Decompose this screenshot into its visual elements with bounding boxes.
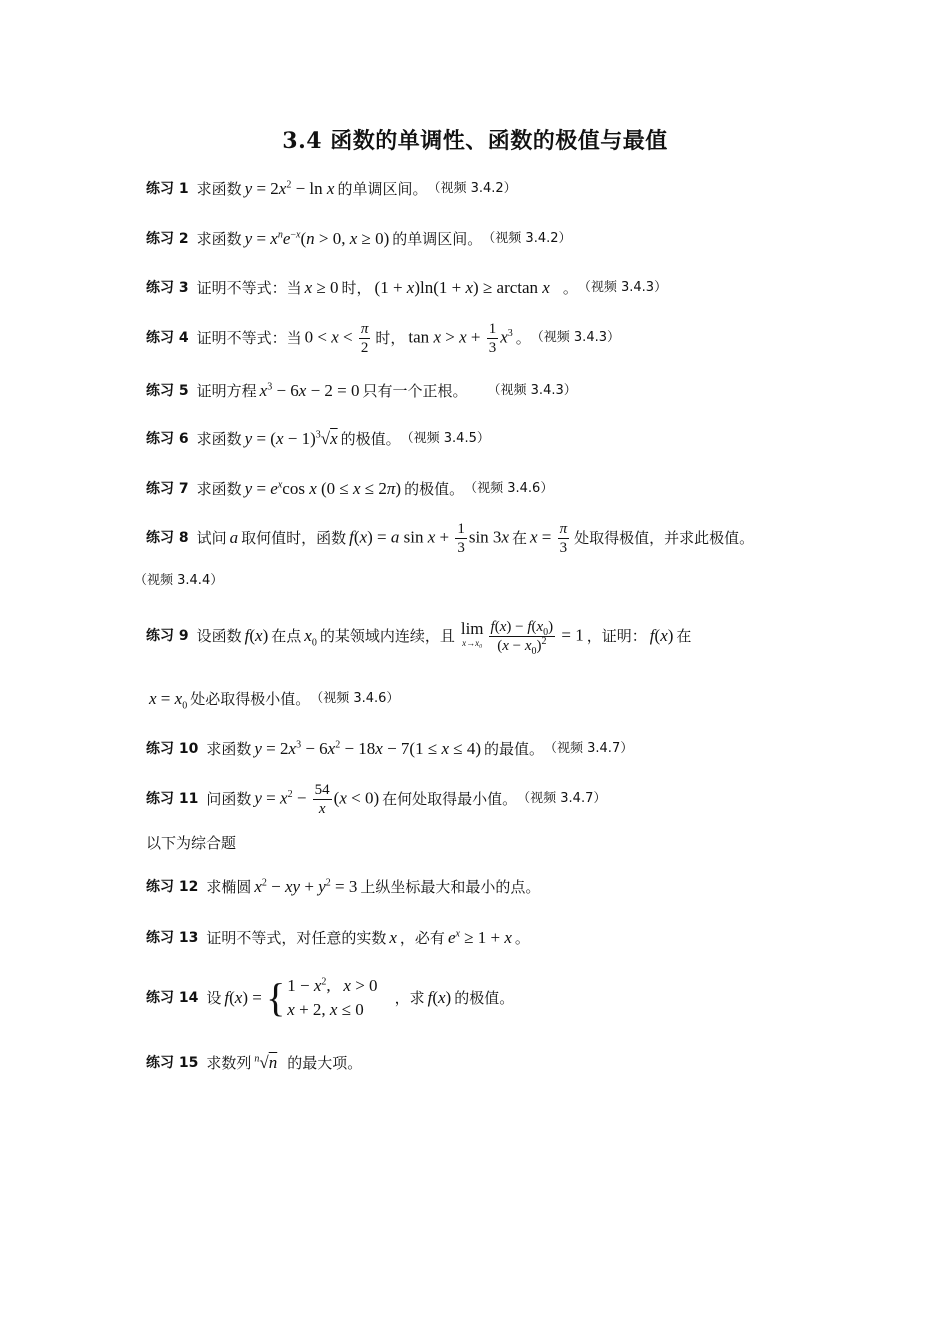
exercise-text: 时， [341,279,372,297]
exercise-text: 证明方程 [196,382,257,400]
exercise-text: 的极值。 [340,430,401,448]
formula: x [389,928,397,947]
exercise-text: 处取得极值，并求此极值。 [574,529,755,547]
exercise-label: 练习 15 [146,1055,199,1071]
exercise-text: 。 [514,929,530,947]
exercise-text: 证明不等式：当 [196,279,302,297]
exercise-label: 练习 2 [146,231,189,247]
exercise-1 [146,176,850,202]
formula: $y = 2x^3 - 6x^2 - 18x - 7(1 \le x \le 4)$ [254,739,481,758]
exercise-text: 在何处取得最小值。 [382,790,518,808]
formula: $^n$√n [254,1053,278,1072]
section-heading [146,830,850,856]
formula: f ( x ) = { $1 - x^2$, x > 0 x + 2, x ≤ 0 [224,975,378,1020]
formula: 0 < x < $\frac{\pi}{2}$ [304,320,369,356]
exercise-5 [146,378,850,404]
exercise-13 [146,925,850,951]
exercise-text: 在 [511,529,527,547]
exercise-text: ，必有 [399,929,445,947]
formula: x ≥ 0 [304,278,339,297]
formula: $y = x^2$ − $\frac{54}{x}$ (x < 0) [254,781,380,817]
exercise-label: 练习 7 [146,481,189,497]
exercise-text: 在点 [271,627,302,645]
exercise-label: 练习 12 [146,879,199,895]
exercise-text: 设 [206,989,222,1007]
exercise-10 [146,736,850,762]
exercise-text: 试问 [196,529,227,547]
formula: $e^x \ge 1 + x$ [447,928,512,947]
exercise-14 [146,972,850,1024]
exercise-text: 证明不等式，对任意的实数 [206,929,387,947]
exercise-9 [146,612,850,660]
formula: f(x) = a sin x + $\frac{1}{3}$ sin 3x [349,520,509,556]
exercise-9-continued [146,686,850,712]
video-reference: （视频 3.4.6） [310,691,400,706]
video-reference: （视频 3.4.3） [577,280,668,295]
formula: x = $\frac{\pi}{3}$ [530,520,568,556]
exercise-7 [146,476,850,502]
exercise-label: 练习 8 [146,530,189,546]
section-text: 以下为综合题 [146,834,237,852]
formula: lim x→x₀ $\frac{f(x) - f(x_0)}{(x - x_0)^2}$ = 1 [460,618,584,657]
exercise-text: 求函数 [196,180,242,198]
exercise-text: 时， [375,329,406,347]
exercise-text: 的最大项。 [287,1054,363,1072]
exercise-text: 的单调区间。 [392,230,483,248]
exercise-text: 。 [562,279,578,297]
exercise-text: 问函数 [206,790,252,808]
exercise-12 [146,874,850,900]
exercise-label: 练习 14 [146,990,199,1006]
exercise-label: 练习 3 [146,280,189,296]
exercise-text: 设函数 [196,627,242,645]
exercise-label: 练习 11 [146,791,199,807]
exercise-2 [146,226,850,252]
video-reference: （视频 3.4.2） [482,231,572,246]
exercise-label: 练习 9 [146,628,189,644]
formula: $y = (x - 1)^3√x$ [244,429,338,448]
video-reference: （视频 3.4.6） [464,481,554,496]
exercise-label: 练习 1 [146,181,189,197]
formula: $x^2$ − xy + $y^2 = 3$ [254,877,358,896]
exercise-text: 的最值。 [483,740,544,758]
exercise-text: 的单调区间。 [337,180,428,198]
formula: $y = x^ne^{-x}(n > 0$, x ≥ 0) [244,229,390,248]
exercise-text: 处必取得极小值。 [190,690,311,708]
formula: $y = 2x^2 - \ln x$ [244,179,335,198]
exercise-text: 求函数 [206,740,252,758]
exercise-text: 求函数 [196,430,242,448]
exercise-8-continued [134,568,850,594]
exercise-text: 的极值。 [454,989,515,1007]
exercise-text: ，证明： [586,627,647,645]
video-reference: （视频 3.4.2） [427,181,517,196]
formula: tan x > x + $\frac{1}{3}$ $x^3$ [408,320,513,356]
formula: f(x) [649,626,674,645]
formula: a [229,528,239,547]
exercise-11 [146,778,850,820]
exercise-text: 求函数 [196,230,242,248]
exercise-6 [146,426,850,452]
exercise-text: 求数列 [206,1054,252,1072]
exercise-text: 证明不等式：当 [196,329,302,347]
formula: $y = e^x\cos$ x (0 ≤ x ≤ 2π) [244,479,402,498]
exercise-text: 的极值。 [404,480,465,498]
exercise-text: 只有一个正根。 [362,382,468,400]
exercise-8 [146,518,850,558]
exercise-label: 练习 10 [146,741,199,757]
video-reference: （视频 3.4.5） [400,431,490,446]
exercise-4 [146,318,850,358]
video-reference: （视频 3.4.3） [530,330,620,345]
exercise-text: 在 [676,627,692,645]
video-reference: （视频 3.4.4） [134,573,224,588]
video-reference: （视频 3.4.7） [544,741,634,756]
exercise-text: 求椭圆 [206,878,252,896]
video-reference: （视频 3.4.7） [517,791,607,806]
exercise-text: 求函数 [196,480,242,498]
page-title: 3.4 函数的单调性、函数的极值与最值 [282,128,668,154]
exercise-label: 练习 6 [146,431,189,447]
exercise-text: 取何值时，函数 [241,529,347,547]
exercise-text: 。 [515,329,531,347]
exercise-15 [146,1050,850,1076]
exercise-text: 上纵坐标最大和最小的点。 [360,878,541,896]
exercise-label: 练习 13 [146,930,199,946]
formula: $x = x_0$ [149,689,188,712]
exercise-label: 练习 5 [146,383,189,399]
exercise-text: 的某领域内连续，且 [319,627,455,645]
exercise-label: 练习 4 [146,330,189,346]
formula: f(x) [244,626,269,645]
video-reference: （视频 3.4.3） [487,383,577,398]
formula: f(x) [427,988,452,1007]
formula: $x^3 - 6x - 2 = 0$ [259,381,360,400]
formula: (1 + x)ln(1 + x) ≥ arctan x [374,278,550,297]
exercise-text: ，求 [394,989,425,1007]
formula: $x_0$ [304,626,317,649]
exercise-3 [146,275,850,301]
